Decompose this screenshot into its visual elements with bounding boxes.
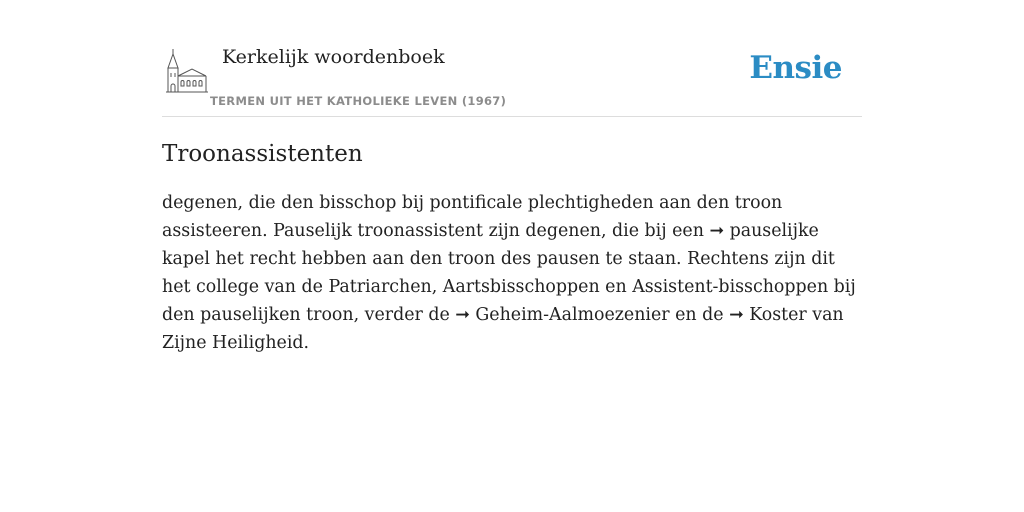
entry-text: het recht hebben aan den troon des pausen te staan. Rechtens zijn dit het college van de Patriarchen, Aartsbisschoppen en Assistent-bisschoppen bij den pauselijken troon, verder de bbox=[162, 249, 856, 325]
cross-reference-link-geheim-aalmoezenier[interactable]: Geheim-Aalmoezenier bbox=[475, 305, 670, 325]
page bbox=[162, 0, 862, 357]
entry-text: degenen, die den bisschop bij pontificale plechtigheden aan den troon assisteeren. Pauselijk troonassistent zijn degenen, die bij een bbox=[162, 193, 783, 241]
cross-reference-arrow-icon: ➞ bbox=[729, 305, 744, 325]
entry-text: en de bbox=[669, 305, 730, 325]
church-icon[interactable] bbox=[164, 48, 208, 96]
book-subtitle: TERMEN UIT HET KATHOLIEKE LEVEN (1967) bbox=[210, 94, 507, 108]
cross-reference-arrow-icon: ➞ bbox=[709, 221, 725, 241]
cross-reference-link-pauselijke-kapel[interactable]: pauselijke kapel bbox=[162, 221, 819, 269]
header bbox=[162, 0, 862, 117]
brand-logo-link[interactable]: Ensie bbox=[749, 50, 842, 86]
book-title[interactable]: Kerkelijk woordenboek bbox=[222, 46, 445, 68]
cross-reference-link-koster[interactable]: Koster van Zijne Heiligheid bbox=[162, 305, 844, 353]
cross-reference-arrow-icon: ➞ bbox=[455, 305, 470, 325]
entry-text: . bbox=[303, 333, 310, 353]
entry-body bbox=[162, 189, 862, 357]
entry-title: Troonassistenten bbox=[162, 141, 363, 167]
